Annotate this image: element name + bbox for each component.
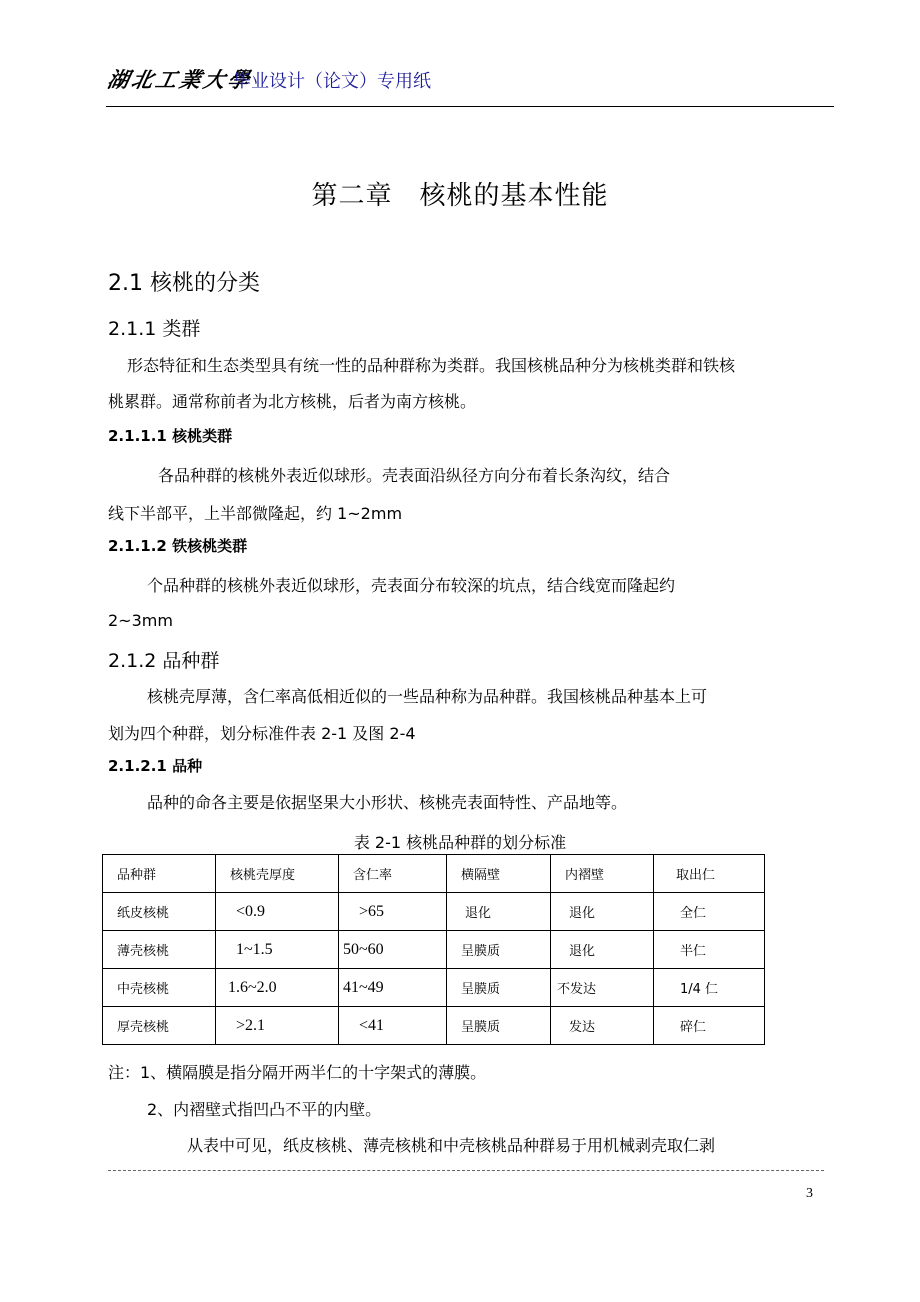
table-header-row xyxy=(103,855,765,893)
table-row xyxy=(103,931,765,969)
table-header-cell: 取出仁 xyxy=(654,855,765,893)
section-2-1-2-1-title: 2.1.2.1 品种 xyxy=(108,757,203,775)
trailing-paragraph: 从表中可见，纸皮核桃、薄壳核桃和中壳核桃品种群易于用机械剥壳取仁剥 xyxy=(187,1136,716,1155)
table-cell: 1.6~2.0 xyxy=(216,969,339,1007)
table-cell: 发达 xyxy=(551,1007,654,1045)
table-row xyxy=(103,893,765,931)
table-header-cell: 核桃壳厚度 xyxy=(216,855,339,893)
table-cell: 1~1.5 xyxy=(216,931,339,969)
table-cell: 呈膜质 xyxy=(447,931,551,969)
table-cell: 半仁 xyxy=(654,931,765,969)
table-cell: 厚壳核桃 xyxy=(103,1007,216,1045)
section-2-1-1-1-paragraph-line-2: 线下半部平，上半部微隆起，约 1~2mm xyxy=(108,504,403,523)
table-cell: 中壳核桃 xyxy=(103,969,216,1007)
table-cell: >65 xyxy=(339,893,447,931)
table-cell: 呈膜质 xyxy=(447,969,551,1007)
table-header-cell: 内褶壁 xyxy=(551,855,654,893)
table-header-cell: 横隔壁 xyxy=(447,855,551,893)
table-cell: 全仁 xyxy=(654,893,765,931)
section-2-1-2-paragraph-line-1: 核桃壳厚薄，含仁率高低相近似的一些品种称为品种群。我国核桃品种基本上可 xyxy=(147,687,708,706)
table-note-1: 注：1、横隔膜是指分隔开两半仁的十字架式的薄膜。 xyxy=(108,1063,487,1082)
section-2-1-1-2-paragraph-line-2: 2~3mm xyxy=(108,611,173,630)
section-2-1-title: 2.1 核桃的分类 xyxy=(108,271,260,296)
section-2-1-2-1-paragraph: 品种的命各主要是依据坚果大小形状、核桃壳表面特性、产品地等。 xyxy=(147,793,628,812)
table-cell: <41 xyxy=(339,1007,447,1045)
section-2-1-1-1-paragraph-line-1: 各品种群的核桃外表近似球形。壳表面沿纵径方向分布着长条沟纹，结合 xyxy=(158,466,671,485)
section-2-1-1-2-title: 2.1.1.2 铁核桃类群 xyxy=(108,537,248,555)
variety-group-table xyxy=(102,854,765,1045)
chapter-title: 第二章 核桃的基本性能 xyxy=(311,181,609,211)
table-caption: 表 2-1 核桃品种群的划分标准 xyxy=(353,833,567,852)
table-header-cell: 含仁率 xyxy=(339,855,447,893)
table-note-2: 2、内褶壁式指凹凸不平的内壁。 xyxy=(147,1100,382,1119)
page-number: 3 xyxy=(806,1186,813,1201)
table-cell: 不发达 xyxy=(551,969,654,1007)
table-cell: 纸皮核桃 xyxy=(103,893,216,931)
table-cell: 薄壳核桃 xyxy=(103,931,216,969)
table-row xyxy=(103,969,765,1007)
table-cell: <0.9 xyxy=(216,893,339,931)
footer-rule xyxy=(108,1170,824,1171)
table-cell: 退化 xyxy=(447,893,551,931)
section-2-1-1-title: 2.1.1 类群 xyxy=(108,318,201,340)
table-cell: 50~60 xyxy=(339,931,447,969)
table-cell: 退化 xyxy=(551,893,654,931)
table-cell: 41~49 xyxy=(339,969,447,1007)
table-header-cell: 品种群 xyxy=(103,855,216,893)
section-2-1-2-title: 2.1.2 品种群 xyxy=(108,650,220,672)
header-subtitle: 毕业设计（论文）专用纸 xyxy=(233,71,431,92)
table-cell: >2.1 xyxy=(216,1007,339,1045)
section-2-1-1-paragraph-line-2: 桃累群。通常称前者为北方核桃，后者为南方核桃。 xyxy=(108,392,477,411)
table-cell: 呈膜质 xyxy=(447,1007,551,1045)
table-cell: 退化 xyxy=(551,931,654,969)
header-rule xyxy=(106,106,834,107)
table-row xyxy=(103,1007,765,1045)
university-logo-text: 湖北工業大學 xyxy=(105,67,255,92)
section-2-1-1-paragraph-line-1: 形态特征和生态类型具有统一性的品种群称为类群。我国核桃品种分为核桃类群和铁核 xyxy=(127,356,736,375)
table-cell: 1/4 仁 xyxy=(654,969,765,1007)
section-2-1-2-paragraph-line-2: 划为四个种群，划分标准件表 2-1 及图 2-4 xyxy=(108,724,416,743)
section-2-1-1-2-paragraph-line-1: 个品种群的核桃外表近似球形，壳表面分布较深的坑点，结合线宽而隆起约 xyxy=(147,576,676,595)
section-2-1-1-1-title: 2.1.1.1 核桃类群 xyxy=(108,427,233,445)
table-cell: 碎仁 xyxy=(654,1007,765,1045)
